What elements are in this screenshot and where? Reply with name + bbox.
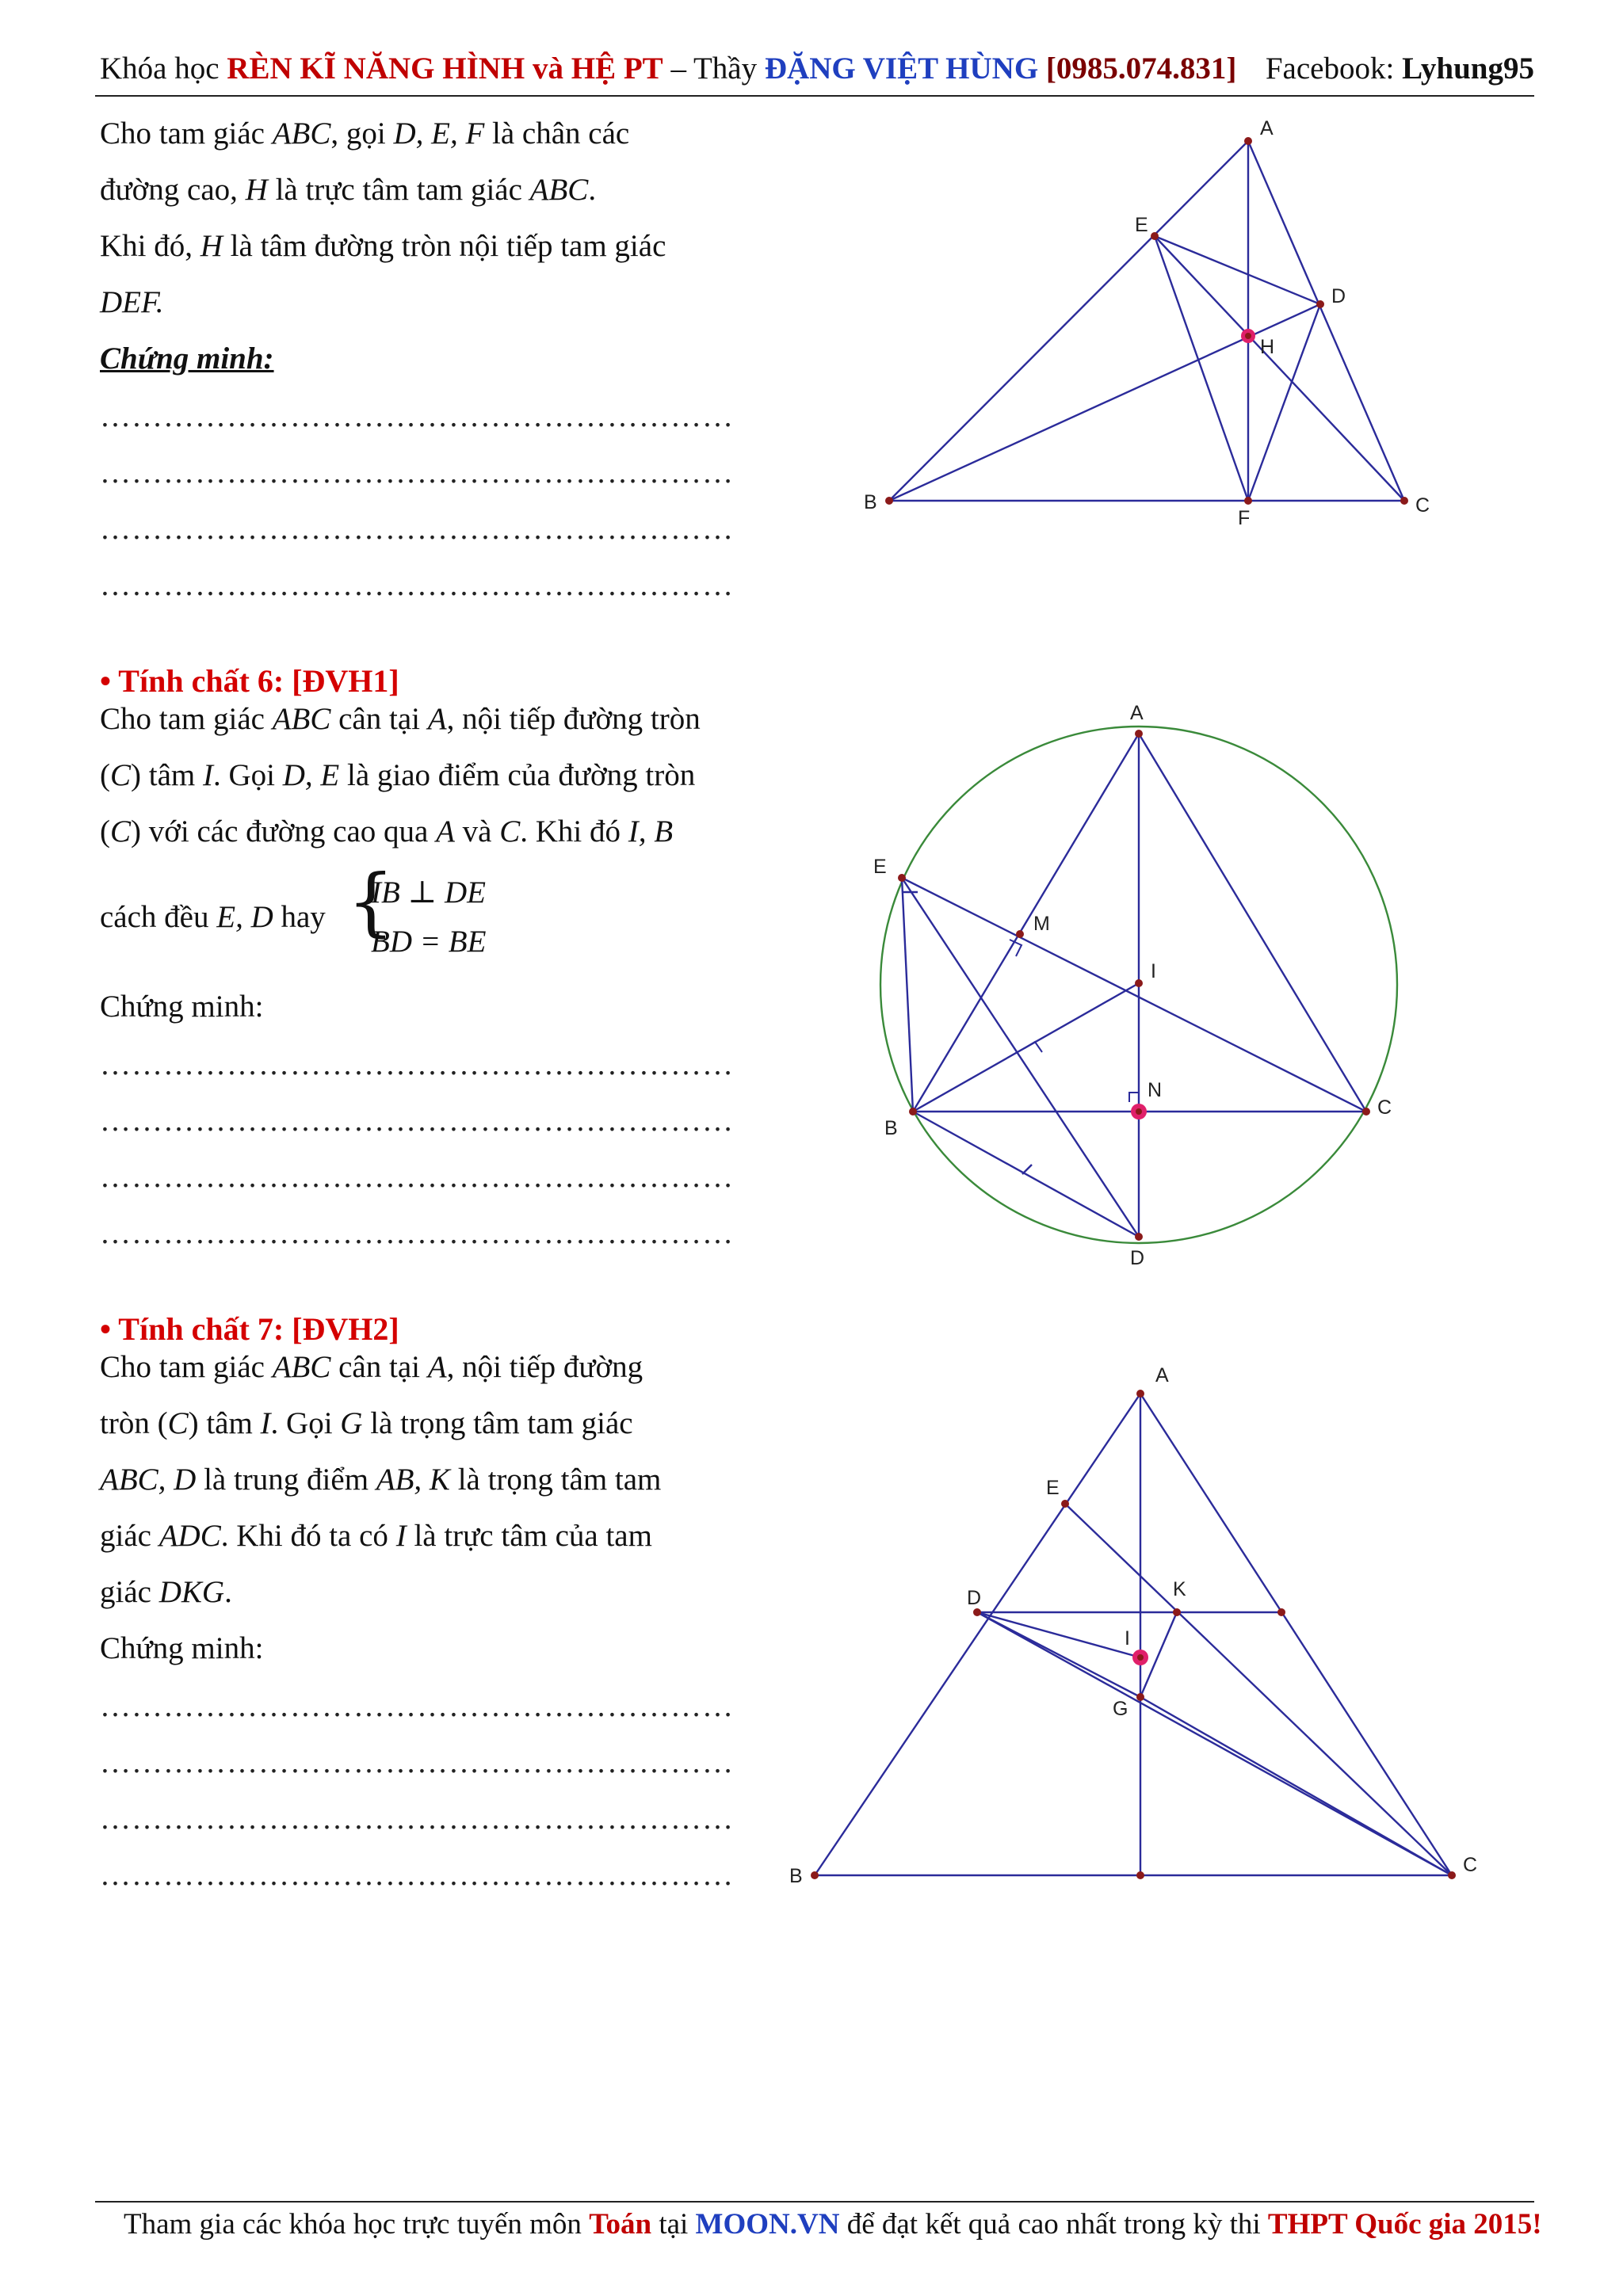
seg-ab <box>913 734 1139 1112</box>
s6-condition-2: BD = BE <box>371 925 487 959</box>
page-footer: Tham gia các khóa học trực tuyến môn Toán tại MOON.VN để đạt kết quả cao nhất trong kỳ thi THPT Quốc gia 2015! <box>124 2208 1542 2241</box>
seg-ed <box>1155 236 1320 304</box>
label-k: K <box>1173 1578 1186 1600</box>
s7-line5: giác DKG. <box>100 1575 232 1609</box>
s5-line3: Khi đó, H là tâm đường tròn nội tiếp tam giác <box>100 229 666 263</box>
seg-dc <box>977 1612 1452 1875</box>
point-c <box>1400 497 1408 505</box>
label-m: M <box>1033 913 1050 935</box>
footer-exam: THPT Quốc gia 2015! <box>1267 2208 1542 2241</box>
s7-line2: tròn (C) tâm I. Gọi G là trọng tâm tam giác <box>100 1406 633 1440</box>
label-b: B <box>864 491 877 513</box>
label-a: A <box>1130 702 1144 724</box>
label-d: D <box>1331 285 1346 307</box>
point-e <box>898 874 906 882</box>
header-dash: – Thầy <box>663 51 765 86</box>
figure-centroid <box>777 1347 1506 1894</box>
label-c: C <box>1377 1097 1392 1119</box>
s5-line4: DEF. <box>100 285 164 319</box>
s6-line1: Cho tam giác ABC cân tại A, nội tiếp đường tròn <box>100 702 701 736</box>
label-e: E <box>873 856 887 878</box>
s5-line1: Cho tam giác ABC, gọi D, E, F là chân các <box>100 116 630 151</box>
s5-dots-4: …………………………………………………… <box>100 568 734 602</box>
seg-di <box>977 1612 1140 1657</box>
point-n <box>1136 1108 1142 1115</box>
footer-site-link[interactable]: MOON.VN <box>695 2208 840 2241</box>
point-mid-bc <box>1136 1871 1144 1879</box>
seg-gc <box>1140 1697 1452 1875</box>
header-phone: [0985.074.831] <box>1038 51 1237 86</box>
seg-df <box>1248 304 1320 501</box>
s7-line3: ABC, D là trung điểm AB, K là trọng tâm tam <box>100 1463 662 1497</box>
seg-ab <box>815 1394 1140 1875</box>
label-a: A <box>1155 1364 1169 1386</box>
s7-dots-2: …………………………………………………… <box>100 1745 734 1779</box>
s7-heading: • Tính chất 7: [ĐVH2] <box>100 1311 399 1347</box>
facebook-handle: Lyhung95 <box>1402 51 1534 86</box>
s6-line4: cách đều E, D hay <box>100 900 326 934</box>
right-angle-bi <box>1025 1042 1042 1052</box>
label-b: B <box>789 1865 803 1887</box>
label-i: I <box>1125 1627 1130 1650</box>
figure-orthocenter <box>856 111 1474 539</box>
point-i <box>1137 1654 1144 1661</box>
label-b: B <box>884 1117 898 1139</box>
s6-dots-2: …………………………………………………… <box>100 1104 734 1138</box>
seg-ce <box>1065 1504 1452 1875</box>
point-d <box>973 1608 981 1616</box>
facebook-label: Facebook: <box>1265 51 1403 86</box>
s7-dots-3: …………………………………………………… <box>100 1802 734 1836</box>
s7-dots-4: …………………………………………………… <box>100 1858 734 1892</box>
footer-subject: Toán <box>589 2208 652 2241</box>
label-e: E <box>1135 214 1148 236</box>
seg-ac <box>1140 1394 1452 1875</box>
seg-ce <box>1155 236 1404 501</box>
point-a <box>1244 137 1252 145</box>
label-a: A <box>1260 117 1274 139</box>
seg-ac <box>1248 141 1404 501</box>
point-a <box>1135 730 1143 738</box>
point-e <box>1061 1500 1069 1508</box>
header-teacher: ĐẶNG VIỆT HÙNG <box>764 51 1039 86</box>
header-rule <box>95 95 1534 97</box>
s5-dots-3: …………………………………………………… <box>100 512 734 546</box>
s6-dots-3: …………………………………………………… <box>100 1160 734 1194</box>
point-d <box>1135 1233 1143 1241</box>
label-i: I <box>1151 960 1156 982</box>
page-header <box>100 51 1534 86</box>
seg-bd <box>889 304 1320 501</box>
point-i <box>1135 979 1143 987</box>
seg-ab <box>889 141 1248 501</box>
header-facebook <box>1266 51 1534 86</box>
label-g: G <box>1113 1698 1128 1720</box>
point-b <box>811 1871 819 1879</box>
point-m <box>1016 930 1024 938</box>
s6-heading: • Tính chất 6: [ĐVH1] <box>100 663 399 699</box>
point-k <box>1173 1608 1181 1616</box>
figure-circle-triangle <box>856 689 1426 1276</box>
label-f: F <box>1238 507 1251 529</box>
label-c: C <box>1463 1854 1478 1876</box>
right-angle-n <box>1129 1093 1139 1102</box>
point-c <box>1448 1871 1456 1879</box>
label-n: N <box>1148 1079 1163 1101</box>
label-e: E <box>1046 1477 1060 1499</box>
label-d: D <box>1130 1247 1145 1269</box>
point-a <box>1136 1390 1144 1398</box>
label-h: H <box>1260 336 1275 358</box>
s6-line3: (C) với các đường cao qua A và C. Khi đó I, B <box>100 814 674 849</box>
s5-dots-1: …………………………………………………… <box>100 399 734 433</box>
footer-rule <box>95 2201 1534 2203</box>
s7-dots-1: …………………………………………………… <box>100 1689 734 1723</box>
s6-line2: (C) tâm I. Gọi D, E là giao điểm của đường tròn <box>100 758 696 792</box>
s5-line2: đường cao, H là trực tâm tam giác ABC. <box>100 173 597 207</box>
s6-dots-4: …………………………………………………… <box>100 1216 734 1250</box>
point-d <box>1316 300 1324 308</box>
label-d: D <box>967 1587 982 1609</box>
point-b <box>885 497 893 505</box>
seg-ef <box>1155 236 1248 501</box>
point-g <box>1136 1693 1144 1701</box>
tick-bd <box>1022 1165 1032 1174</box>
point-f <box>1244 497 1252 505</box>
s5-dots-2: …………………………………………………… <box>100 456 734 490</box>
point-e <box>1151 232 1159 240</box>
s6-dots-1: …………………………………………………… <box>100 1047 734 1081</box>
label-c: C <box>1415 494 1430 517</box>
seg-eb <box>902 878 913 1112</box>
s5-proof-label: Chứng minh: <box>100 341 274 376</box>
s6-proof-label: Chứng minh: <box>100 990 264 1024</box>
seg-dg <box>977 1612 1140 1697</box>
point-b <box>909 1108 917 1116</box>
s6-condition-1: IB ⊥ DE <box>371 875 486 910</box>
header-course: RÈN KĨ NĂNG HÌNH và HỆ PT <box>227 51 663 86</box>
point-c <box>1362 1108 1370 1116</box>
point-h <box>1245 333 1251 339</box>
s7-proof-label: Chứng minh: <box>100 1631 264 1665</box>
header-prefix: Khóa học <box>100 51 227 86</box>
s7-line1: Cho tam giác ABC cân tại A, nội tiếp đường <box>100 1350 643 1384</box>
s7-line4: giác ADC. Khi đó ta có I là trực tâm của tam <box>100 1519 652 1553</box>
point-mid-ac <box>1277 1608 1285 1616</box>
system-brace: { <box>347 859 395 945</box>
